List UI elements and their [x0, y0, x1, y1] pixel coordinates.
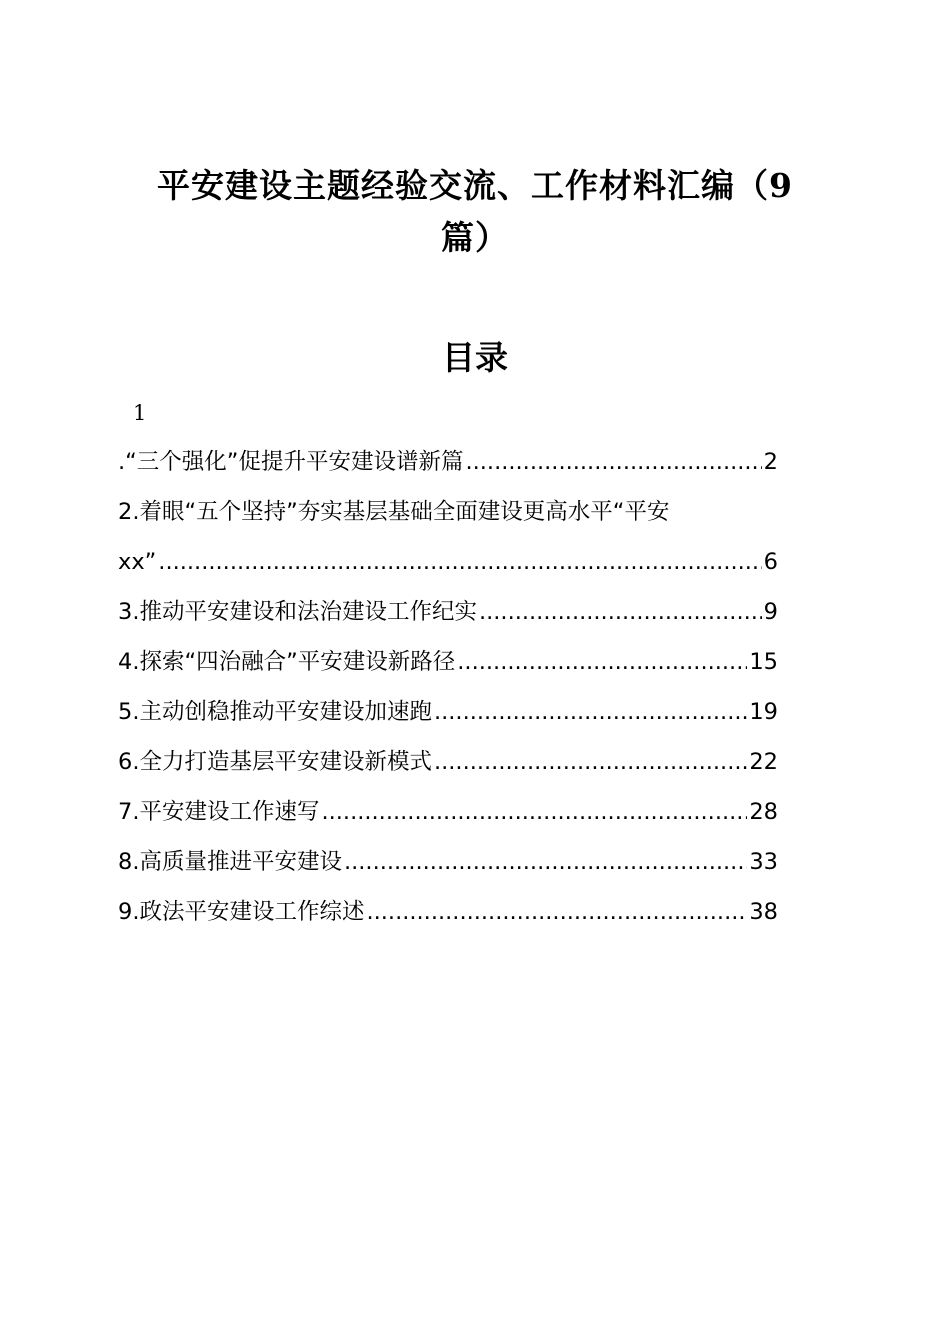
toc-item-page: 2: [763, 449, 778, 475]
toc-item-title: .“三个强化”促提升平安建设谱新篇: [118, 449, 464, 475]
toc-leader-dots: [465, 437, 761, 487]
toc-item-5[interactable]: [118, 687, 830, 737]
toc-leader-dots: [158, 537, 761, 587]
toc-item-page: 22: [749, 749, 778, 775]
toc-item-page: 28: [749, 799, 778, 825]
toc-item-title: 7.平安建设工作速写: [118, 799, 320, 825]
toc-leader-dots: [321, 787, 747, 837]
toc-leader-dots: [434, 737, 747, 787]
toc-item-6[interactable]: [118, 737, 830, 787]
toc-item-page: 9: [763, 599, 778, 625]
table-of-contents: [118, 437, 830, 937]
toc-item-9[interactable]: [118, 887, 830, 937]
toc-item-title: 6.全力打造基层平安建设新模式: [118, 749, 432, 775]
toc-item-title: 5.主动创稳推动平安建设加速跑: [118, 699, 432, 725]
document-title: [140, 160, 810, 264]
toc-item-7[interactable]: [118, 787, 830, 837]
document-title-line-1: 平安建设主题经验交流、工作材料汇编（9: [157, 166, 793, 205]
toc-leader-dots: [457, 637, 747, 687]
toc-item-1[interactable]: [118, 437, 830, 487]
toc-item-page: 33: [749, 849, 778, 875]
document-title-line-2: 篇）: [441, 218, 509, 257]
toc-leader-dots: [344, 837, 747, 887]
toc-leader-dots: [366, 887, 747, 937]
toc-item-title: 8.高质量推进平安建设: [118, 849, 342, 875]
toc-item-3[interactable]: [118, 587, 830, 637]
toc-item-title: 4.探索“四治融合”平安建设新路径: [118, 649, 456, 675]
toc-leader-dots: [479, 587, 762, 637]
toc-item-8[interactable]: [118, 837, 830, 887]
toc-heading: 目录: [442, 338, 508, 377]
toc-item-title-line-1: 2.着眼“五个坚持”夯实基层基础全面建设更高水平“平安: [118, 499, 670, 525]
toc-item-title: 9.政法平安建设工作综述: [118, 899, 365, 925]
toc-item-4[interactable]: [118, 637, 830, 687]
toc-item-2[interactable]: [118, 487, 830, 587]
toc-item-title-line-2: xx”: [118, 549, 157, 575]
toc-leading-number: 1: [133, 401, 147, 425]
toc-item-page: 38: [749, 899, 778, 925]
toc-item-page: 19: [749, 699, 778, 725]
toc-item-page: 6: [763, 549, 778, 575]
toc-item-page: 15: [749, 649, 778, 675]
toc-leader-dots: [434, 687, 747, 737]
toc-item-title: 3.推动平安建设和法治建设工作纪实: [118, 599, 477, 625]
